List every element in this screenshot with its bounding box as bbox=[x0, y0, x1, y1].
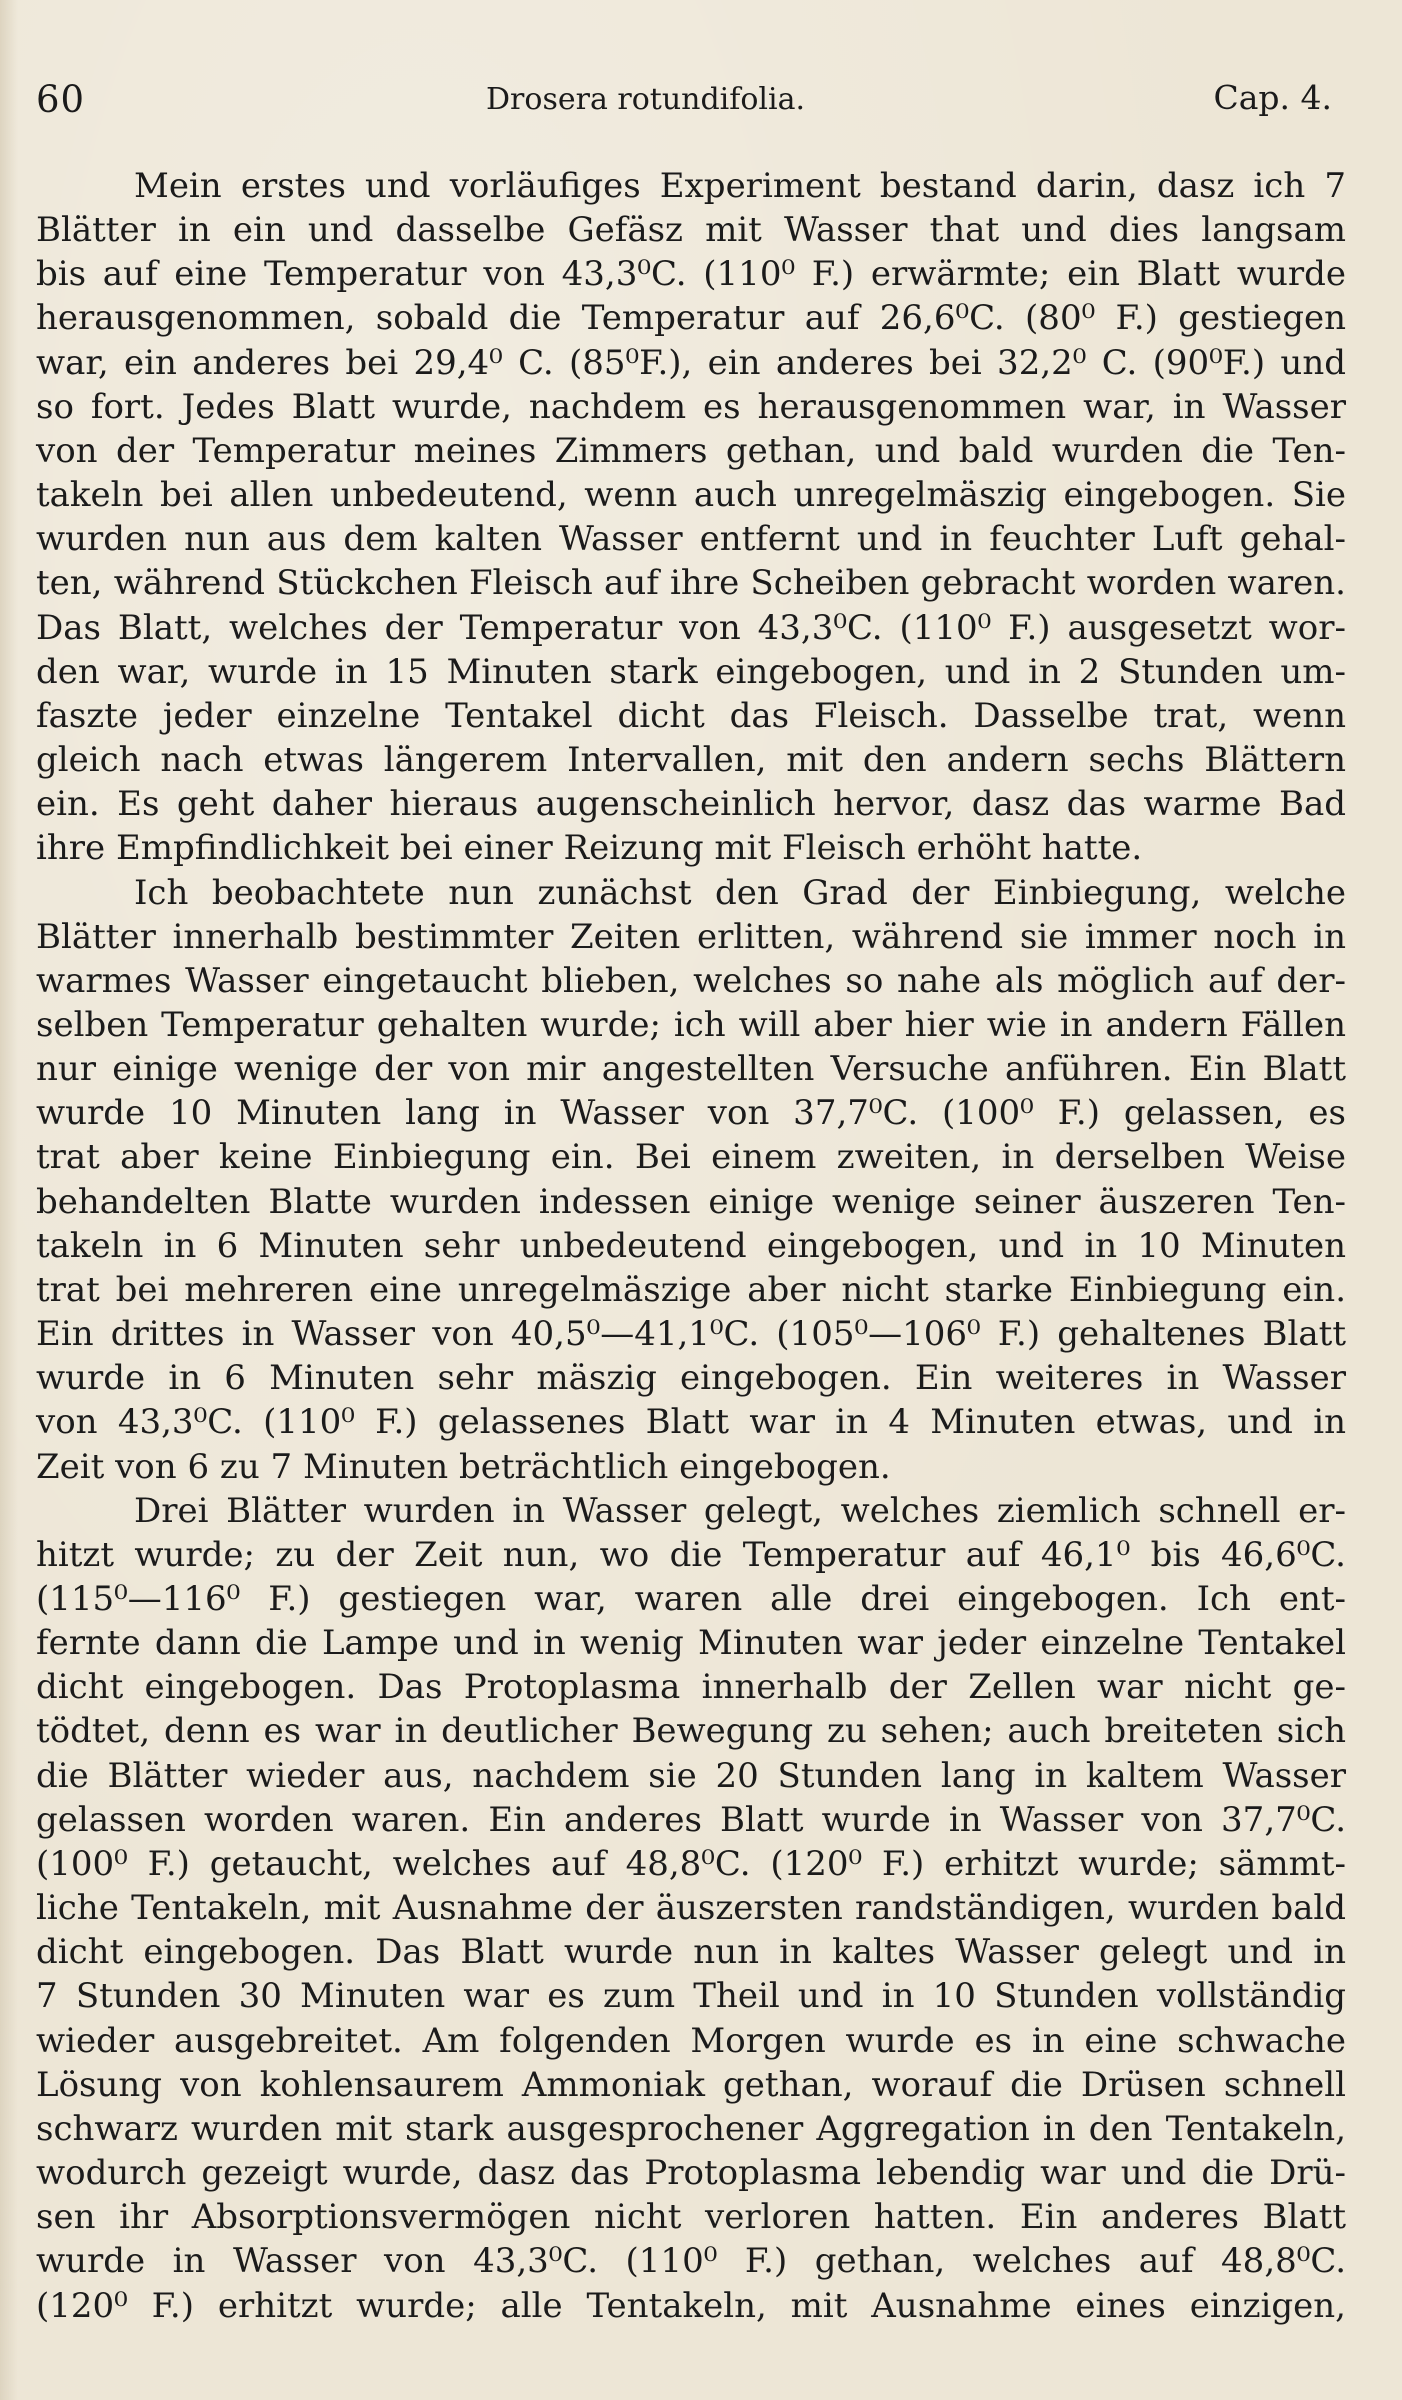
text-line: schwarz wurden mit stark ausgesprochener Aggregation in den Tentakeln, bbox=[36, 2108, 1346, 2149]
text-line: sen ihr Absorptionsvermögen nicht verloren hatten. Ein anderes Blatt bbox=[36, 2197, 1346, 2238]
text-line: wieder ausgebreitet. Am folgenden Morgen wurde es in eine schwache bbox=[36, 2020, 1346, 2061]
text-line: so fort. Jedes Blatt wurde, nachdem es herausgenommen war, in Wasser bbox=[36, 386, 1346, 427]
text-line: trat aber keine Einbiegung ein. Bei einem zweiten, in derselben Weise bbox=[36, 1137, 1346, 1178]
text-line: bis auf eine Temperatur von 43,3⁰C. (110⁰ F.) erwärmte; ein Blatt wurde bbox=[36, 254, 1346, 295]
text-line: von 43,3⁰C. (110⁰ F.) gelassenes Blatt war in 4 Minuten etwas, und in bbox=[36, 1402, 1346, 1443]
text-line: Lösung von kohlensaurem Ammoniak gethan, worauf die Drüsen schnell bbox=[36, 2064, 1346, 2105]
text-line: wurde 10 Minuten lang in Wasser von 37,7⁰C. (100⁰ F.) gelassen, es bbox=[36, 1093, 1346, 1134]
text-line: nur einige wenige der von mir angestellten Versuche anführen. Ein Blatt bbox=[36, 1049, 1346, 1090]
text-line: ein. Es geht daher hieraus augenscheinlich hervor, dasz das warme Bad bbox=[36, 784, 1346, 825]
text-line: wurde in Wasser von 43,3⁰C. (110⁰ F.) gethan, welches auf 48,8⁰C. bbox=[36, 2241, 1346, 2282]
chapter-label: Cap. 4. bbox=[1213, 78, 1332, 117]
text-line: 7 Stunden 30 Minuten war es zum Theil und in 10 Stunden vollständig bbox=[36, 1976, 1346, 2017]
running-title: Drosera rotundifolia. bbox=[486, 82, 806, 117]
text-line: ihre Empfindlichkeit bei einer Reizung mit Fleisch erhöht hatte. bbox=[36, 828, 1143, 869]
text-line: wurden nun aus dem kalten Wasser entfernt und in feuchter Luft gehal- bbox=[36, 519, 1346, 560]
text-line: war, ein anderes bei 29,4⁰ C. (85⁰F.), ein anderes bei 32,2⁰ C. (90⁰F.) und bbox=[36, 342, 1346, 383]
text-line: Drei Blätter wurden in Wasser gelegt, welches ziemlich schnell er- bbox=[134, 1490, 1346, 1531]
text-line: Das Blatt, welches der Temperatur von 43,3⁰C. (110⁰ F.) ausgesetzt wor- bbox=[36, 607, 1346, 648]
text-line: Mein erstes und vorläufiges Experiment bestand darin, dasz ich 7 bbox=[134, 166, 1346, 206]
text-line: (120⁰ F.) erhitzt wurde; alle Tentakeln, mit Ausnahme eines einzigen, bbox=[36, 2285, 1346, 2326]
text-line: (115⁰—116⁰ F.) gestiegen war, waren alle drei eingebogen. Ich ent- bbox=[36, 1579, 1346, 1619]
text-line: Ein drittes in Wasser von 40,5⁰—41,1⁰C. (105⁰—106⁰ F.) gehaltenes Blatt bbox=[36, 1314, 1346, 1355]
text-line: Ich beobachtete nun zunächst den Grad der Einbiegung, welche bbox=[134, 872, 1346, 913]
text-line: Zeit von 6 zu 7 Minuten beträchtlich eingebogen. bbox=[36, 1446, 891, 1487]
text-line: gleich nach etwas längerem Intervallen, mit den andern sechs Blättern bbox=[36, 740, 1346, 781]
body-text bbox=[36, 164, 1346, 2328]
page-edge-shadow bbox=[0, 0, 18, 2400]
text-line: Blätter innerhalb bestimmter Zeiten erlitten, während sie immer noch in bbox=[36, 916, 1346, 957]
text-line: faszte jeder einzelne Tentakel dicht das Fleisch. Dasselbe trat, wenn bbox=[36, 695, 1346, 736]
text-line: dicht eingebogen. Das Blatt wurde nun in kaltes Wasser gelegt und in bbox=[36, 1932, 1346, 1973]
text-line: gelassen worden waren. Ein anderes Blatt wurde in Wasser von 37,7⁰C. bbox=[36, 1799, 1346, 1840]
text-line: takeln bei allen unbedeutend, wenn auch unregelmäszig eingebogen. Sie bbox=[36, 475, 1346, 516]
text-line: takeln in 6 Minuten sehr unbedeutend eingebogen, und in 10 Minuten bbox=[36, 1225, 1346, 1266]
text-line: von der Temperatur meines Zimmers gethan, und bald wurden die Ten- bbox=[36, 430, 1346, 471]
text-line: Blätter in ein und dasselbe Gefäsz mit Wasser that und dies langsam bbox=[36, 210, 1346, 251]
text-line: trat bei mehreren eine unregelmäszige aber nicht starke Einbiegung ein. bbox=[36, 1269, 1346, 1310]
text-line: warmes Wasser eingetaucht blieben, welches so nahe als möglich auf der- bbox=[36, 960, 1346, 1001]
text-line: behandelten Blatte wurden indessen einige wenige seiner äuszeren Ten- bbox=[36, 1181, 1346, 1222]
text-line: wurde in 6 Minuten sehr mäszig eingebogen. Ein weiteres in Wasser bbox=[36, 1358, 1346, 1399]
text-line: hitzt wurde; zu der Zeit nun, wo die Temperatur auf 46,1⁰ bis 46,6⁰C. bbox=[36, 1534, 1346, 1575]
page-header bbox=[36, 70, 1332, 130]
text-line: ten, während Stückchen Fleisch auf ihre Scheiben gebracht worden waren. bbox=[36, 563, 1346, 604]
text-line: tödtet, denn es war in deutlicher Bewegung zu sehen; auch breiteten sich bbox=[36, 1711, 1346, 1752]
text-line: die Blätter wieder aus, nachdem sie 20 Stunden lang in kaltem Wasser bbox=[36, 1755, 1346, 1796]
text-line: liche Tentakeln, mit Ausnahme der äuszersten randständigen, wurden bald bbox=[36, 1888, 1346, 1929]
page-number: 60 bbox=[36, 78, 86, 121]
text-line: den war, wurde in 15 Minuten stark eingebogen, und in 2 Stunden um- bbox=[36, 651, 1346, 692]
text-line: herausgenommen, sobald die Temperatur auf 26,6⁰C. (80⁰ F.) gestiegen bbox=[36, 298, 1346, 339]
text-line: selben Temperatur gehalten wurde; ich will aber hier wie in andern Fällen bbox=[36, 1004, 1346, 1045]
text-line: fernte dann die Lampe und in wenig Minuten war jeder einzelne Tentakel bbox=[36, 1623, 1346, 1664]
text-line: dicht eingebogen. Das Protoplasma innerhalb der Zellen war nicht ge- bbox=[36, 1667, 1346, 1708]
text-line: (100⁰ F.) getaucht, welches auf 48,8⁰C. (120⁰ F.) erhitzt wurde; sämmt- bbox=[36, 1843, 1346, 1884]
text-line: wodurch gezeigt wurde, dasz das Protoplasma lebendig war und die Drü- bbox=[36, 2153, 1346, 2194]
